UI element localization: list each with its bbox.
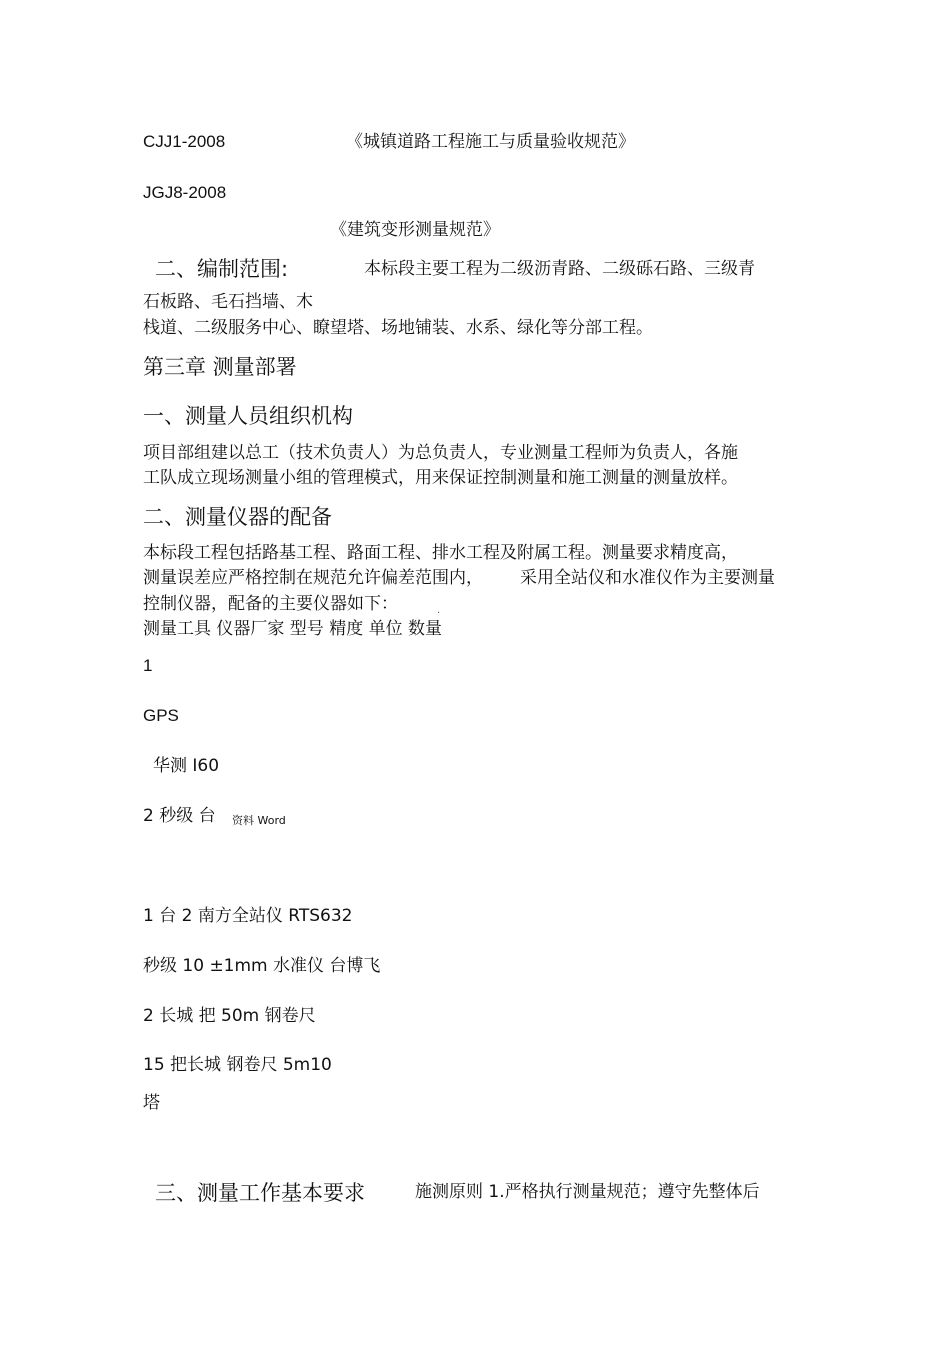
section-2-heading: 二、测量仪器的配备 bbox=[143, 505, 332, 529]
equipment-note: 资料 Word bbox=[232, 814, 286, 827]
section-1-para-2: 工队成立现场测量小组的管理模式，用来保证控制测量和施工测量的测量放样。 bbox=[143, 468, 738, 488]
ref-code-cjj: CJJ1-2008 bbox=[143, 132, 226, 151]
section-1-heading: 一、测量人员组织机构 bbox=[143, 404, 353, 428]
equipment-line: 1 bbox=[143, 656, 153, 675]
equipment-table-header: 测量工具 仪器厂家 型号 精度 单位 数量 bbox=[143, 619, 443, 639]
section-1-para-1: 项目部组建以总工（技术负责人）为总负责人，专业测量工程师为负责人，各施 bbox=[143, 443, 738, 463]
equipment-line: 2 长城 把 50m 钢卷尺 bbox=[143, 1006, 316, 1026]
scope-heading: 二、编制范围: bbox=[155, 257, 289, 281]
stray-dot: . bbox=[437, 605, 441, 616]
section-2-para-2b: 采用全站仪和水准仪作为主要测量 bbox=[520, 568, 775, 588]
section-2-para-2a: 测量误差应严格控制在规范允许偏差范围内， bbox=[143, 568, 483, 588]
equipment-line: 2 秒级 台 bbox=[143, 806, 216, 826]
chapter-title: 第三章 测量部署 bbox=[143, 355, 297, 379]
section-3-text: 施测原则 1.严格执行测量规范；遵守先整体后 bbox=[415, 1182, 760, 1202]
ref-code-jgj: JGJ8-2008 bbox=[143, 183, 227, 202]
section-3-heading: 三、测量工作基本要求 bbox=[155, 1181, 365, 1205]
equipment-line: 15 把长城 钢卷尺 5m10 bbox=[143, 1055, 332, 1075]
ref-title-cjj: 《城镇道路工程施工与质量验收规范》 bbox=[346, 132, 635, 152]
equipment-line: 秒级 10 ±1mm 水准仪 台博飞 bbox=[143, 956, 381, 976]
scope-text-2: 石板路、毛石挡墙、木 bbox=[143, 292, 313, 312]
equipment-line: 华测 I60 bbox=[153, 756, 220, 776]
equipment-line: 1 台 2 南方全站仪 RTS632 bbox=[143, 906, 353, 926]
equipment-line: GPS bbox=[143, 706, 179, 725]
equipment-line: 塔 bbox=[143, 1093, 160, 1113]
section-2-para-3: 控制仪器，配备的主要仪器如下： bbox=[143, 594, 398, 614]
section-2-para-1: 本标段工程包括路基工程、路面工程、排水工程及附属工程。测量要求精度高， bbox=[143, 543, 738, 563]
scope-text-3: 栈道、二级服务中心、瞭望塔、场地铺装、水系、绿化等分部工程。 bbox=[143, 318, 653, 338]
ref-title-jgj: 《建筑变形测量规范》 bbox=[330, 220, 500, 240]
scope-text-1: 本标段主要工程为二级沥青路、二级砾石路、三级青 bbox=[364, 259, 755, 279]
